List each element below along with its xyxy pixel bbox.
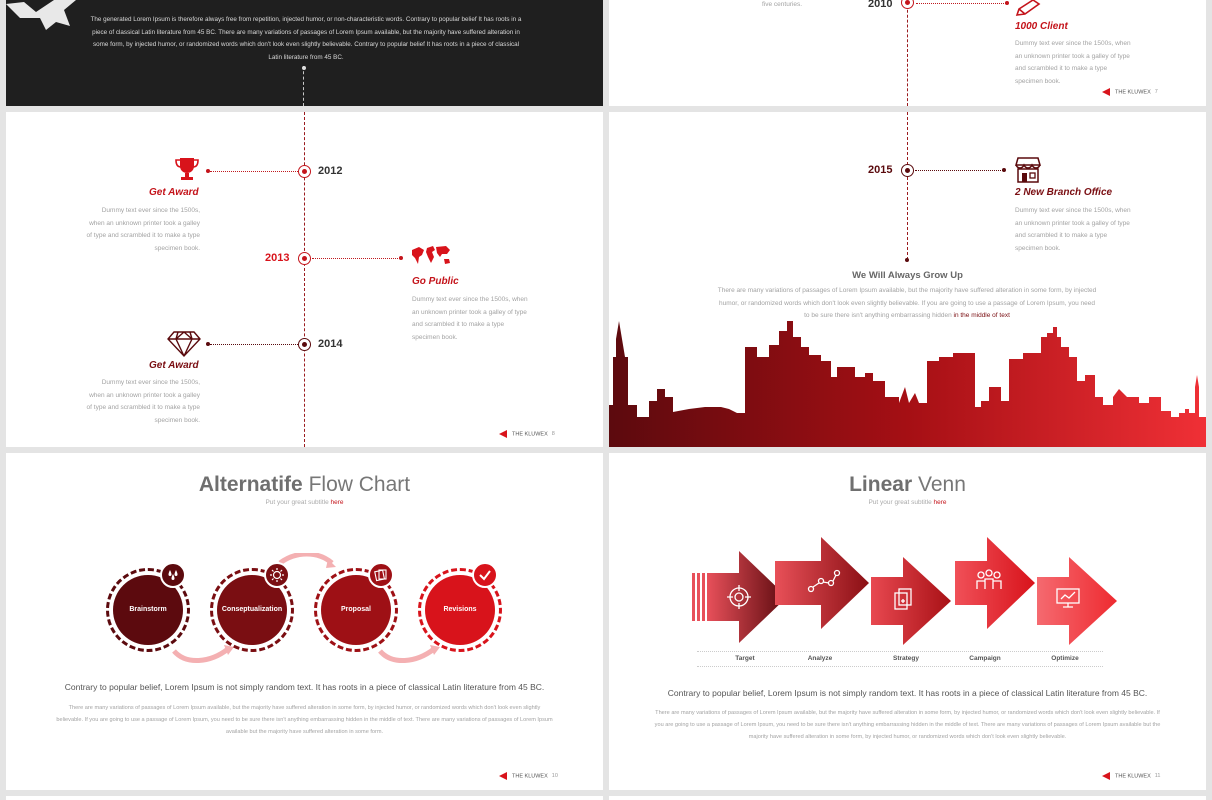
pencil-icon xyxy=(1015,0,1041,17)
label-analyze: Analyze xyxy=(807,655,833,662)
body-text: There are many variations of passages of Lorem Ipsum available, but the majority have suffered alteration in some form, by injected humor, or randomized words which don't look even slightly believable. If you are going to use a passage of Lorem Ipsum, you need to be sure there isn't anything embarrassing hidden in the middle of text. There are many variations of passages of Lorem Ipsum available but the majority have suffered alteration in some form. xyxy=(56,705,553,735)
label-target: Target xyxy=(735,655,755,662)
connector-line xyxy=(312,258,400,259)
year-2010: 2010 xyxy=(868,0,893,10)
timeline-node-2014 xyxy=(298,338,311,351)
arrow-target xyxy=(692,551,787,643)
slide-title: Alternatife Flow Chart xyxy=(198,473,411,496)
year-2013: 2013 xyxy=(265,252,290,264)
caption-go-public: Go Public xyxy=(412,276,459,287)
slide-7[interactable] xyxy=(609,0,1206,106)
city-skyline xyxy=(609,317,1206,447)
arrow-optimize xyxy=(1037,557,1117,645)
diamond-icon xyxy=(166,330,202,358)
timeline-dot xyxy=(302,66,306,70)
caption-body-2013: Dummy text ever since the 1500s, when an unknown printer took a galley of type and scrambled it to make a type specimen book. xyxy=(412,296,528,341)
connector-line xyxy=(210,344,298,345)
timeline-node-2015 xyxy=(901,164,914,177)
snippet-text: five centuries. xyxy=(762,1,803,8)
slide-dark[interactable] xyxy=(6,0,603,106)
year-2014: 2014 xyxy=(318,338,343,350)
lead-text: Contrary to popular belief, Lorem Ipsum is not simply random text. It has roots in a piece of classical Latin literature from 45 BC. xyxy=(64,682,545,692)
check-icon xyxy=(472,562,498,588)
headline: We Will Always Grow Up xyxy=(852,270,963,281)
labels-bottom-divider xyxy=(697,666,1103,667)
slide-footer: THE KLUWEX 11 xyxy=(1102,772,1160,780)
slide-title: Linear Venn xyxy=(849,473,966,496)
timeline-node-2012 xyxy=(298,165,311,178)
notes-icon xyxy=(368,562,394,588)
timeline-line xyxy=(907,112,908,260)
slide-9[interactable] xyxy=(609,112,1206,447)
timeline-line xyxy=(907,0,908,106)
caption-get-award-2014: Get Award xyxy=(149,360,199,371)
labels-top-divider xyxy=(697,651,1103,652)
connector-dot xyxy=(399,256,403,260)
sun-icon xyxy=(264,562,290,588)
arrow-campaign xyxy=(955,537,1035,629)
slide-footer: THE KLUWEX 8 xyxy=(499,430,555,438)
timeline-line xyxy=(304,112,305,447)
linear-venn-arrows xyxy=(609,533,1206,653)
timeline-end-dot xyxy=(905,258,909,262)
shop-icon xyxy=(1015,156,1041,184)
label-strategy: Strategy xyxy=(892,655,919,662)
subtitle-link[interactable]: here xyxy=(933,499,947,506)
flow-step-label: Proposal xyxy=(321,575,391,645)
timeline-line xyxy=(303,66,304,106)
slide-8[interactable] xyxy=(6,112,603,447)
caption-body-2014: Dummy text ever since the 1500s, when an unknown printer took a galley of type and scrambled it to make a type specimen book. xyxy=(86,379,200,424)
flow-step-label: Revisions xyxy=(425,575,495,645)
caption-body-2015: Dummy text ever since the 1500s, when an unknown printer took a galley of type and scrambled it to make a type specimen book. xyxy=(1015,207,1131,252)
dark-paragraph: The generated Lorem Ipsum is therefore always free from repetition, injected humor, or non-characteristic words. Contrary to popular belief It has roots in a piece of classical Latin literature from 45 BC. There are many variations of passages of Lorem Ipsum available, but the majority have suffered alteration in some form, by injected humor, or randomized words which don't look even slightly believable. Contrary to popular belief It has roots in a piece of classical Latin literature from 45 BC. xyxy=(90,16,522,61)
year-2012: 2012 xyxy=(318,165,343,177)
timeline-node xyxy=(901,0,914,9)
slide-12-edge[interactable] xyxy=(6,796,603,800)
slide-11[interactable] xyxy=(609,453,1206,790)
body-text: There are many variations of passages of Lorem Ipsum available, but the majority have suffered alteration in some form, by injected humor, or randomized words which don't look even slightly believable. If you are going to use a passage of Lorem Ipsum, you need to be sure there isn't anything embarrassing hidden in the middle of text. There are many variations of passages of Lorem Ipsum available but the majority have suffered alteration in some form, by injected humor, or randomized words which don't look even slightly believable. xyxy=(654,710,1161,740)
highlight-text: in the middle of text xyxy=(953,312,1010,319)
slide-footer: THE KLUWEX 10 xyxy=(499,772,558,780)
caption-1000-client: 1000 Client xyxy=(1015,21,1068,32)
year-2015: 2015 xyxy=(868,164,893,176)
slide-subtitle: Put your great subtitle here xyxy=(265,499,344,506)
world-map-icon xyxy=(410,244,452,268)
connector-line xyxy=(210,171,298,172)
connector-dot xyxy=(1005,1,1009,5)
drops-icon xyxy=(160,562,186,588)
label-campaign: Campaign xyxy=(969,655,1001,662)
subtitle-link[interactable]: here xyxy=(330,499,344,506)
flow-step-label: Brainstorm xyxy=(113,575,183,645)
headline-paragraph: There are many variations of passages of Lorem Ipsum available, but the majority have suffered alteration in some form, by injected humor, or randomized words which don't look even slightly believable. If you are going to use a passage of Lorem Ipsum, you need to be sure there isn't anything embarrassing hidden in the middle of text xyxy=(717,287,1097,319)
label-optimize: Optimize xyxy=(1051,655,1079,662)
caption-get-award-2012: Get Award xyxy=(149,187,199,198)
slide-subtitle: Put your great subtitle here xyxy=(868,499,947,506)
slide-10[interactable] xyxy=(6,453,603,790)
bird-silhouette-icon xyxy=(6,0,86,32)
caption-branch-office: 2 New Branch Office xyxy=(1015,187,1113,198)
slide-13-edge[interactable] xyxy=(609,796,1206,800)
flow-step-label: Conseptualization xyxy=(217,575,287,645)
caption-body: Dummy text ever since the 1500s, when an unknown printer took a galley of type and scrambled it to make a type specimen book. xyxy=(1015,40,1131,85)
trophy-icon xyxy=(174,156,200,182)
slide-footer: THE KLUWEX 7 xyxy=(1102,88,1158,96)
lead-text: Contrary to popular belief, Lorem Ipsum is not simply random text. It has roots in a piece of classical Latin literature from 45 BC. xyxy=(667,688,1148,698)
connector-line xyxy=(915,170,1003,171)
flow-arrows xyxy=(6,553,603,673)
connector-dot xyxy=(1002,168,1006,172)
caption-body-2012: Dummy text ever since the 1500s, when an unknown printer took a galley of type and scrambled it to make a type specimen book. xyxy=(86,207,200,252)
connector-line xyxy=(916,3,1006,4)
timeline-node-2013 xyxy=(298,252,311,265)
